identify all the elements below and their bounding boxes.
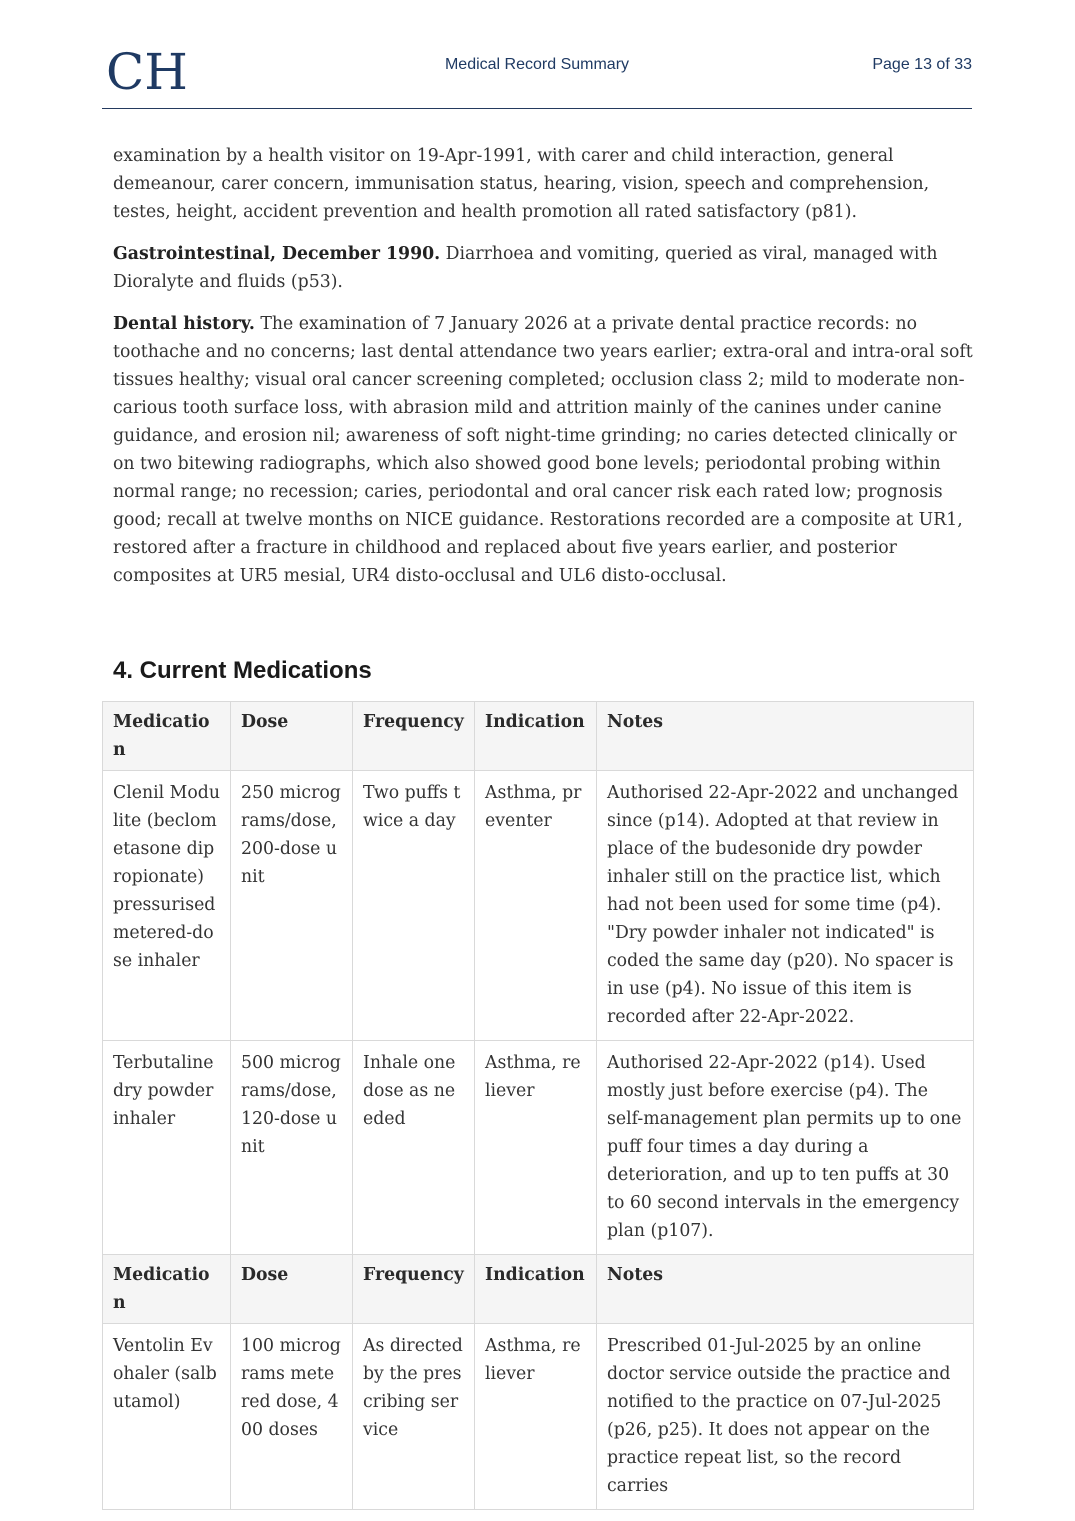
column-header-medication: Medication: [103, 702, 231, 771]
cell-indication: Asthma, reliever: [475, 1041, 597, 1255]
cell-indication: Asthma, preventer: [475, 771, 597, 1041]
page-header: [102, 0, 972, 109]
paragraph-dental-history: [113, 310, 973, 590]
cell-frequency: Two puffs twice a day: [353, 771, 475, 1041]
table-repeated-header-row: [103, 1255, 974, 1324]
paragraph-continuation: examination by a health visitor on 19-Apr-1991, with carer and child interaction, general demeanour, carer concern, immunisation status, hearing, vision, speech and comprehension, testes, height, accident prevention and health promotion all rated satisfactory (p81).: [113, 146, 930, 222]
medications-table: [102, 701, 974, 1510]
cell-dose: 100 micrograms metered dose, 400 doses: [231, 1324, 353, 1510]
column-header-medication: Medication: [103, 1255, 231, 1324]
cell-notes: Prescribed 01-Jul-2025 by an online doctor service outside the practice and notified to the practice on 07-Jul-2025 (p26, p25). It does not appear on the practice repeat list, so the record carries: [597, 1324, 974, 1510]
cell-dose: 500 micrograms/dose, 120-dose unit: [231, 1041, 353, 1255]
paragraph-body: Diarrhoea and vomiting, queried as viral, managed with Dioralyte and fluids (p53).: [113, 244, 938, 292]
table-row: [103, 1324, 974, 1510]
svg-text:CH: CH: [106, 43, 188, 101]
cell-indication: Asthma, reliever: [475, 1324, 597, 1510]
body-text: [113, 142, 973, 604]
cell-medication: Terbutaline dry powder inhaler: [103, 1041, 231, 1255]
column-header-indication: Indication: [475, 1255, 597, 1324]
page-number: Page 13 of 33: [872, 56, 972, 73]
column-header-notes: Notes: [597, 1255, 974, 1324]
cell-medication: Ventolin Evohaler (salbutamol): [103, 1324, 231, 1510]
table-header-row: [103, 702, 974, 771]
paragraph-lead: Dental history.: [113, 314, 255, 334]
header-title: Medical Record Summary: [444, 56, 630, 73]
column-header-notes: Notes: [597, 702, 974, 771]
cell-medication: Clenil Modulite (beclometasone dipropionate) pressurised metered-dose inhaler: [103, 771, 231, 1041]
column-header-frequency: Frequency: [353, 702, 475, 771]
column-header-frequency: Frequency: [353, 1255, 475, 1324]
column-header-dose: Dose: [231, 1255, 353, 1324]
cell-notes: Authorised 22-Apr-2022 (p14). Used mostly just before exercise (p4). The self-management plan permits up to one puff four times a day during a deterioration, and up to ten puffs at 30 to 60 second intervals in the emergency plan (p107).: [597, 1041, 974, 1255]
cell-notes: Authorised 22-Apr-2022 and unchanged since (p14). Adopted at that review in place of the budesonide dry powder inhaler still on the practice list, which had not been used for some time (p4). "Dry powder inhaler not indicated" is coded the same day (p20). No spacer is in use (p4). No issue of this item is recorded after 22-Apr-2022.: [597, 771, 974, 1041]
table-row: [103, 1041, 974, 1255]
table-row: [103, 771, 974, 1041]
section-heading: 4. Current Medications: [113, 657, 372, 684]
cell-frequency: Inhale one dose as needed: [353, 1041, 475, 1255]
cell-dose: 250 micrograms/dose, 200-dose unit: [231, 771, 353, 1041]
column-header-indication: Indication: [475, 702, 597, 771]
paragraph-body: The examination of 7 January 2026 at a private dental practice records: no toothache and no concerns; last dental attendance two years earlier; extra-oral and intra-oral soft tissues healthy; visual oral cancer screening completed; occlusion class 2; mild to moderate non-carious tooth surface loss, with abrasion mild and attrition mainly of the canines under canine guidance, and erosion nil; awareness of soft night-time grinding; no caries detected clinically or on two bitewing radiographs, which also showed good bone levels; periodontal probing within normal range; no recession; caries, periodontal and oral cancer risk each rated low; prognosis good; recall at twelve months on NICE guidance. Restorations recorded are a composite at UR1, restored after a fracture in childhood and replaced about five years earlier, and posterior composites at UR5 mesial, UR4 disto-occlusal and UL6 disto-occlusal.: [113, 314, 973, 586]
column-header-dose: Dose: [231, 702, 353, 771]
medications-table-wrapper: [102, 701, 973, 1496]
paragraph-lead: Gastrointestinal, December 1990.: [113, 244, 441, 264]
paragraph-gastrointestinal: [113, 240, 973, 296]
cell-frequency: As directed by the prescribing service: [353, 1324, 475, 1510]
